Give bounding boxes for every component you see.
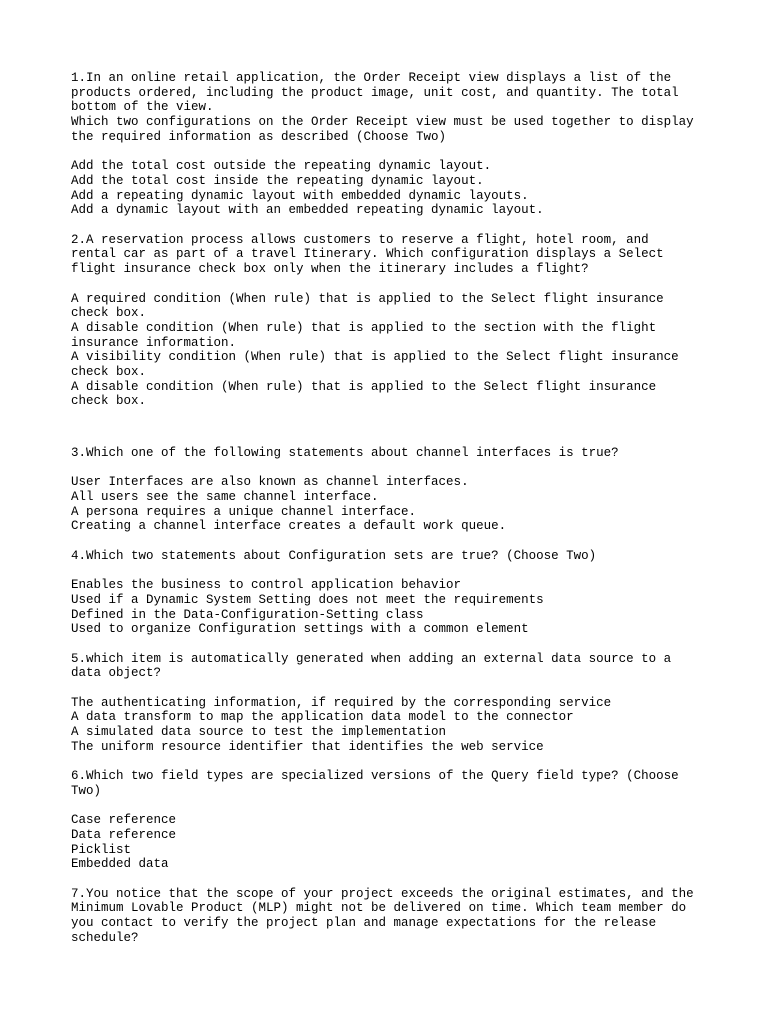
question-text: 3.Which one of the following statements about channel interfaces is true? bbox=[71, 445, 619, 460]
answer-option: Case reference bbox=[71, 813, 177, 828]
question-text: 1.In an online retail application, the Order Receipt view displays a list of the products ordered, including the product image, unit cost, and quantity. The total bottom of the view. Which two configurations on the Order Receipt view must be used together to display the required information as described (Choose Two) bbox=[71, 71, 694, 144]
answer-option: The authenticating information, if required by the corresponding service bbox=[71, 695, 612, 710]
answer-option: Add the total cost outside the repeating dynamic layout. bbox=[71, 159, 492, 174]
answer-option: Picklist bbox=[71, 842, 132, 857]
question-7 bbox=[71, 887, 721, 946]
answer-option: A simulated data source to test the implementation bbox=[71, 725, 447, 740]
answer-option: A disable condition (When rule) that is applied to the Select flight insurance check box. bbox=[71, 379, 657, 409]
answer-option: Data reference bbox=[71, 827, 177, 842]
answer-options bbox=[71, 475, 721, 534]
answer-option: A required condition (When rule) that is applied to the Select flight insurance check box. bbox=[71, 291, 664, 321]
answer-option: Used to organize Configuration settings with a common element bbox=[71, 622, 529, 637]
question-text: 2.A reservation process allows customers to reserve a flight, hotel room, and rental car as part of a travel Itinerary. Which configuration displays a Select flight insurance check box only when the itinerary includes a flight? bbox=[71, 232, 664, 277]
question-5 bbox=[71, 652, 721, 755]
answer-option: Defined in the Data-Configuration-Setting class bbox=[71, 607, 424, 622]
answer-option: Add the total cost inside the repeating dynamic layout. bbox=[71, 173, 484, 188]
answer-option: Used if a Dynamic System Setting does not meet the requirements bbox=[71, 592, 544, 607]
answer-options bbox=[71, 578, 721, 637]
answer-option: A data transform to map the application data model to the connector bbox=[71, 710, 574, 725]
answer-option: The uniform resource identifier that identifies the web service bbox=[71, 739, 544, 754]
answer-option: A visibility condition (When rule) that is applied to the Select flight insurance check box. bbox=[71, 350, 679, 380]
answer-option: Add a dynamic layout with an embedded repeating dynamic layout. bbox=[71, 203, 544, 218]
document-page bbox=[71, 71, 721, 960]
answer-option: User Interfaces are also known as channel interfaces. bbox=[71, 475, 469, 490]
answer-options bbox=[71, 813, 721, 872]
answer-option: All users see the same channel interface. bbox=[71, 489, 379, 504]
question-3 bbox=[71, 446, 721, 534]
question-1 bbox=[71, 71, 721, 218]
answer-option: Creating a channel interface creates a default work queue. bbox=[71, 519, 507, 534]
question-6 bbox=[71, 769, 721, 872]
question-4 bbox=[71, 549, 721, 637]
answer-options bbox=[71, 292, 721, 410]
question-text: 6.Which two field types are specialized versions of the Query field type? (Choose Two) bbox=[71, 769, 679, 798]
question-2 bbox=[71, 233, 721, 409]
question-text: 4.Which two statements about Configuration sets are true? (Choose Two) bbox=[71, 548, 597, 563]
answer-options bbox=[71, 159, 721, 218]
answer-option: A disable condition (When rule) that is applied to the section with the flight insurance information. bbox=[71, 320, 657, 350]
question-text: 5.which item is automatically generated when adding an external data source to a data object? bbox=[71, 651, 672, 681]
answer-option: Embedded data bbox=[71, 857, 169, 872]
answer-option: Enables the business to control application behavior bbox=[71, 578, 462, 593]
answer-option: Add a repeating dynamic layout with embedded dynamic layouts. bbox=[71, 188, 529, 203]
answer-options bbox=[71, 696, 721, 755]
question-text: 7.You notice that the scope of your project exceeds the original estimates, and the Minimum Lovable Product (MLP) might not be delivered on time. Which team member do you contact to verify the project plan and manage expectations for the release schedule? bbox=[71, 886, 694, 945]
answer-option: A persona requires a unique channel interface. bbox=[71, 504, 417, 519]
spacer bbox=[71, 424, 721, 446]
